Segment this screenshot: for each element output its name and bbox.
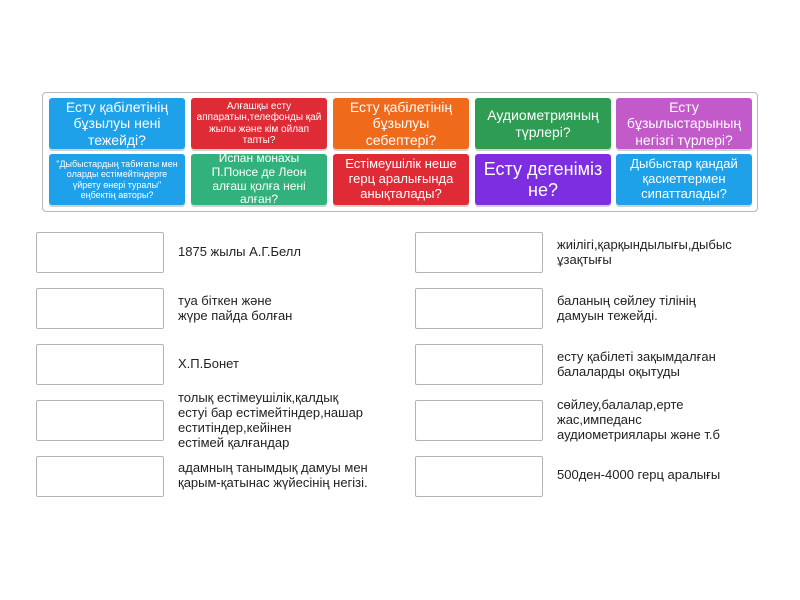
tile-audiometry-types[interactable]: Аудиометрияның түрлері?	[475, 98, 611, 149]
answer-right-1: жиілігі,қарқындылығы,дыбыс ұзақтығы	[557, 237, 732, 267]
drop-slot-left-1[interactable]	[36, 232, 164, 273]
drop-slot-left-3[interactable]	[36, 344, 164, 385]
tile-main-impairment-types[interactable]: Есту бұзылыстарының негізгі түрлері?	[616, 98, 752, 149]
drop-slot-left-5[interactable]	[36, 456, 164, 497]
answer-right-2: баланың сөйлеу тілінің дамуын тежейді.	[557, 293, 696, 323]
drop-slot-right-5[interactable]	[415, 456, 543, 497]
drop-slot-right-4[interactable]	[415, 400, 543, 441]
tile-impairment-causes[interactable]: Есту қабілетінің бұзылуы себептері?	[333, 98, 469, 149]
answer-right-3: есту қабілеті зақымдалған балаларды оқытуды	[557, 349, 716, 379]
tile-hearing-impairment-inhibits[interactable]: Есту қабілетінің бұзылуы нені тежейді?	[49, 98, 185, 149]
drop-slot-left-4[interactable]	[36, 400, 164, 441]
answer-left-2: туа біткен және жүре пайда болған	[178, 293, 293, 323]
answer-left-5: адамның танымдық дамуы мен қарым-қатынас жүйесінің негізі.	[178, 460, 368, 490]
drop-slot-right-2[interactable]	[415, 288, 543, 329]
tile-ponce-de-leon[interactable]: Испан монахы П.Понсе де Леон алғаш қолға нені алған?	[191, 154, 327, 205]
answer-left-3: Х.П.Бонет	[178, 356, 239, 371]
drop-slot-right-3[interactable]	[415, 344, 543, 385]
tile-what-is-hearing[interactable]: Есту дегеніміз не?	[475, 154, 611, 205]
answer-left-1: 1875 жылы А.Г.Белл	[178, 244, 301, 259]
tile-sound-properties[interactable]: Дыбыстар қандай қасиеттермен сипатталады?	[616, 154, 752, 205]
tile-hertz-range[interactable]: Естімеушілік неше герц аралығында анықталады?	[333, 154, 469, 205]
tile-first-hearing-apparatus[interactable]: Алғашқы есту аппаратын,телефонды қай жылы және кім ойлап тапты?	[191, 98, 327, 149]
tile-work-author[interactable]: "Дыбыстардың табиғаты мен оларды естімейтіндерге үйрету өнері туралы" еңбектің авторы?	[49, 154, 185, 205]
drop-slot-right-1[interactable]	[415, 232, 543, 273]
draggable-tiles-panel	[42, 92, 758, 212]
answer-right-5: 500ден-4000 герц аралығы	[557, 467, 721, 482]
answer-right-4: сөйлеу,балалар,ерте жас,импеданс аудиометриялары және т.б	[557, 397, 720, 442]
drop-slot-left-2[interactable]	[36, 288, 164, 329]
answer-left-4: толық естімеушілік,қалдық естуі бар естімейтіндер,нашар еститіндер,кейінен естімей қалғандар	[178, 390, 364, 450]
